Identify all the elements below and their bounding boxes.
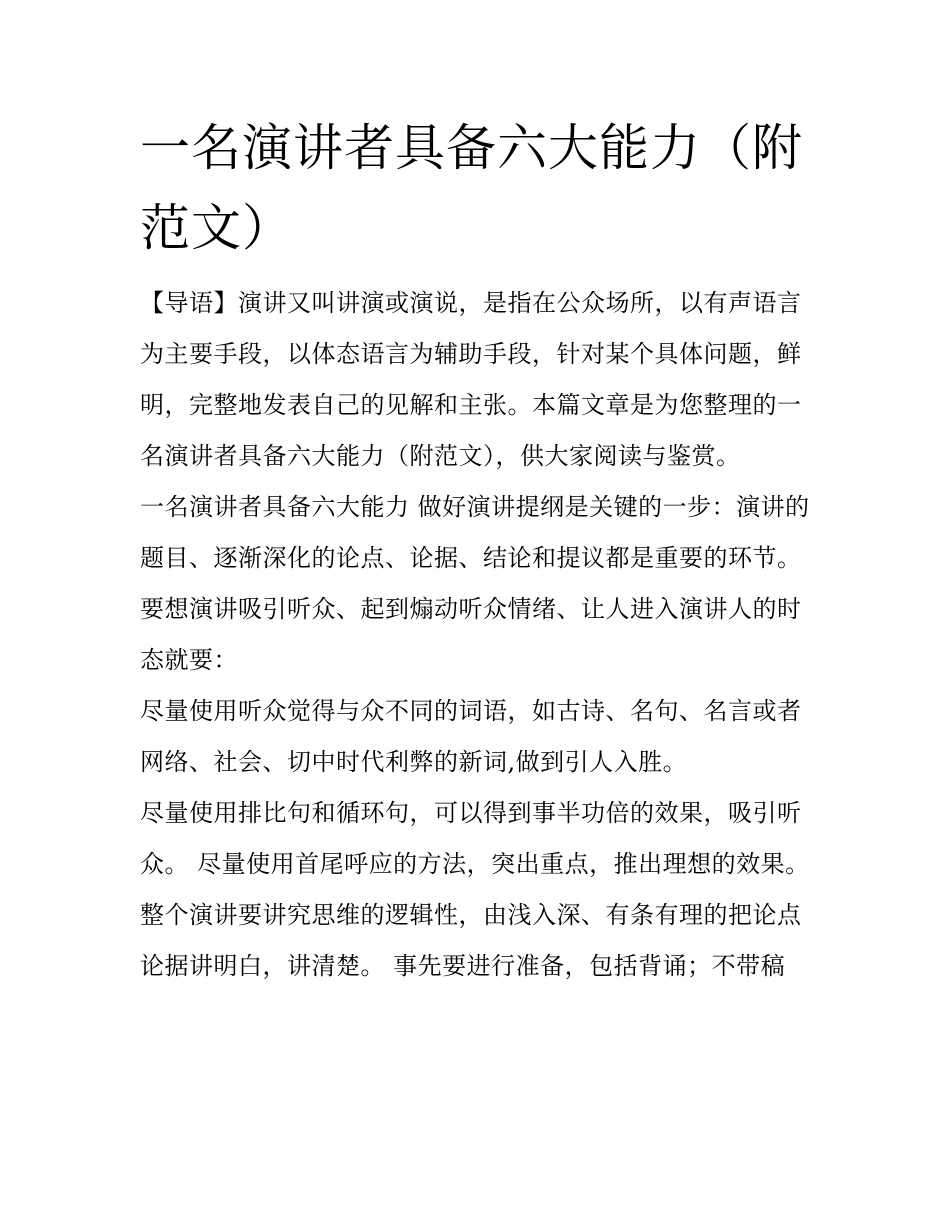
document-title bbox=[140, 108, 820, 268]
paragraph-words: 尽量使用听众觉得与众不同的词语，如古诗、名句、名言或者网络、社会、切中时代利弊的新词,做到引人入胜。 bbox=[140, 697, 802, 776]
title-line-2: 范文） bbox=[140, 199, 293, 257]
paragraph-parallelism: 尽量使用排比句和循环句，可以得到事半功倍的效果，吸引听众。 尽量使用首尾呼应的方法，突出重点，推出理想的效果。 bbox=[140, 799, 810, 878]
paragraph-logic: 整个演讲要讲究思维的逻辑性，由浅入深、有条有理的把论点论据讲明白，讲清楚。 事先要进行准备，包括背诵；不带稿 bbox=[140, 901, 802, 980]
title-line-1: 一名演讲者具备六大能力（附 bbox=[140, 119, 803, 177]
paragraph-intro: 【导语】演讲又叫讲演或演说，是指在公众场所，以有声语言为主要手段，以体态语言为辅助手段，针对某个具体问题，鲜明，完整地发表自己的见解和主张。本篇文章是为您整理的一名演讲者具备六大能力（附范文），供大家阅读与鉴赏。 bbox=[140, 289, 802, 470]
paragraph-outline: 一名演讲者具备六大能力 做好演讲提纲是关键的一步：演讲的题目、逐渐深化的论点、论据、结论和提议都是重要的环节。 bbox=[140, 493, 810, 572]
paragraph-attract: 要想演讲吸引听众、起到煽动听众情绪、让人进入演讲人的时态就要： bbox=[140, 595, 802, 674]
document-body bbox=[140, 278, 816, 992]
